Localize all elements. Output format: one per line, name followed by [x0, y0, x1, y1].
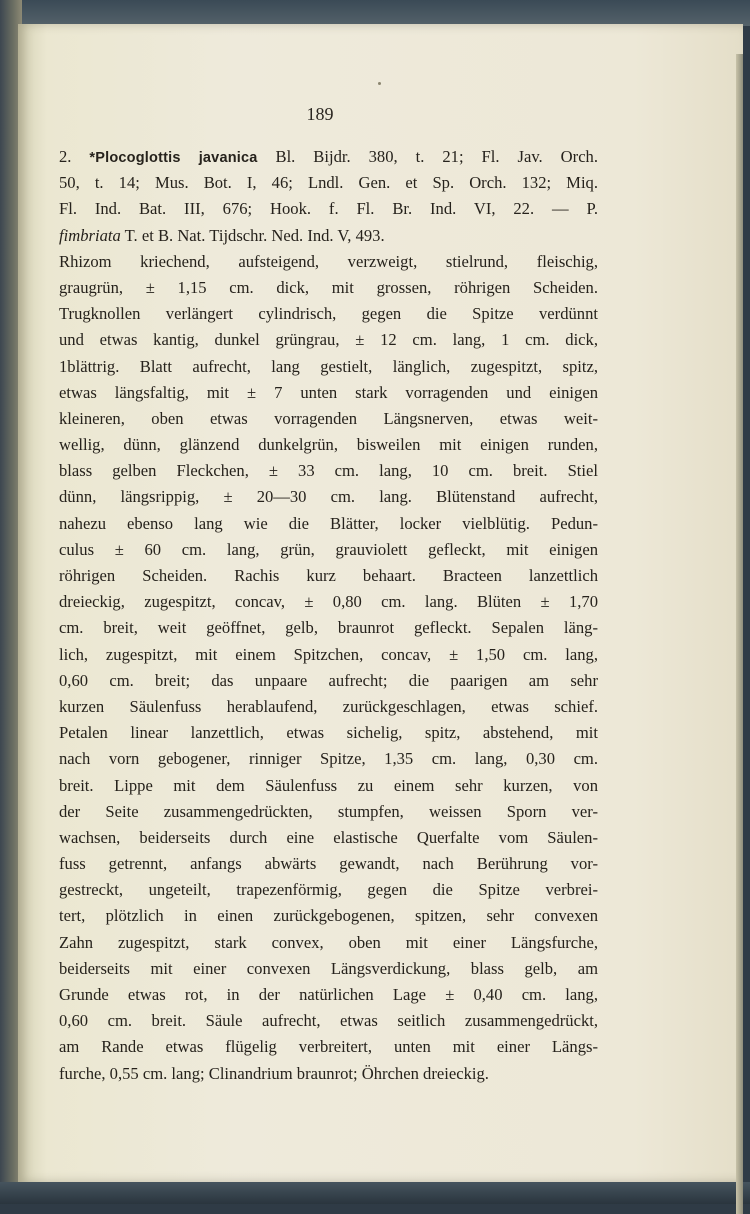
page-number: 189 [306, 104, 334, 124]
text-line: 1blättrig. Blatt aufrecht, lang gestielt, länglich, zugespitzt, spitz, [59, 356, 598, 376]
text-line: tert, plötzlich in einen zurückgebogenen, spitzen, sehr convexen [59, 906, 598, 926]
text-line: fuss getrennt, anfangs abwärts gewandt, nach Berührung vor- [59, 854, 598, 874]
text-line: 0,60 cm. breit. Säule aufrecht, etwas seitlich zusammengedrückt, [59, 1011, 598, 1031]
species-entry-text [59, 144, 598, 1087]
text-line: graugrün, ± 1,15 cm. dick, mit grossen, röhrigen Scheiden. [59, 277, 598, 297]
text-line: cm. breit, weit geöffnet, gelb, braunrot gefleckt. Sepalen läng- [59, 618, 598, 638]
text-line: kleineren, oben etwas vorragenden Längsnerven, etwas weit- [59, 408, 598, 428]
text-line: dünn, längsrippig, ± 20—30 cm. lang. Blütenstand aufrecht, [59, 487, 598, 507]
text-line: 2. *Plocoglottis javanica Bl. Bijdr. 380, t. 21; Fl. Jav. Orch. [59, 147, 599, 166]
text-line: breit. Lippe mit dem Säulenfuss zu einem sehr kurzen, von [59, 775, 598, 795]
text-line: beiderseits mit einer convexen Längsverdickung, blass gelb, am [59, 958, 598, 978]
text-line: Grunde etwas rot, in der natürlichen Lage ± 0,40 cm. lang, [59, 985, 598, 1004]
text-line: nach vorn gebogener, rinniger Spitze, 1,35 cm. lang, 0,30 cm. [59, 749, 598, 769]
text-line: fimbriata T. et B. Nat. Tijdschr. Ned. Ind. V, 493. [59, 225, 385, 245]
text-line: Petalen linear lanzettlich, etwas sichelig, spitz, abstehend, mit [59, 723, 598, 743]
text-line: blass gelben Fleckchen, ± 33 cm. lang, 10 cm. breit. Stiel [59, 461, 598, 481]
text-line: dreieckig, zugespitzt, concav, ± 0,80 cm. lang. Blüten ± 1,70 [59, 592, 598, 612]
text-line: Rhizom kriechend, aufsteigend, verzweigt, stielrund, fleischig, [59, 251, 598, 271]
page-edge [736, 54, 743, 1214]
ink-speck [378, 82, 381, 85]
text-line: Zahn zugespitzt, stark convex, oben mit einer Längsfurche, [59, 932, 598, 952]
synonym-name: fimbriata [59, 225, 121, 245]
text-line: Trugknollen verlängert cylindrisch, gegen die Spitze verdünnt [59, 304, 598, 324]
text-line: am Rande etwas flügelig verbreitert, unten mit einer Längs- [59, 1037, 598, 1057]
text-line: gestreckt, ungeteilt, trapezenförmig, gegen die Spitze verbrei- [59, 880, 598, 900]
text-line: culus ± 60 cm. lang, grün, grauviolett gefleckt, mit einigen [59, 539, 598, 559]
text-line: kurzen Säulenfuss herablaufend, zurückgeschlagen, etwas schief. [59, 696, 598, 716]
text-line: Fl. Ind. Bat. III, 676; Hook. f. Fl. Br. Ind. VI, 22. — P. [59, 199, 598, 219]
text-line: 0,60 cm. breit; das unpaare aufrecht; die paarigen am sehr [59, 670, 598, 690]
text-line: der Seite zusammengedrückten, stumpfen, weissen Sporn ver- [59, 801, 598, 821]
text-line: lich, zugespitzt, mit einem Spitzchen, concav, ± 1,50 cm. lang, [59, 644, 598, 664]
text-line: und etwas kantig, dunkel grüngrau, ± 12 cm. lang, 1 cm. dick, [59, 330, 598, 350]
text-line: wachsen, beiderseits durch eine elastische Querfalte vom Säulen- [59, 827, 598, 847]
scan-border-top [0, 0, 750, 26]
text-line: röhrigen Scheiden. Rachis kurz behaart. Bracteen lanzettlich [59, 566, 598, 585]
text-line: wellig, dünn, glänzend dunkelgrün, bisweilen mit einigen runden, [59, 435, 598, 455]
species-name: *Plocoglottis javanica [89, 150, 258, 166]
text-line: 50, t. 14; Mus. Bot. I, 46; Lndl. Gen. et Sp. Orch. 132; Miq. [59, 173, 598, 193]
text-line: furche, 0,55 cm. lang; Clinandrium braunrot; Öhrchen dreieckig. [59, 1063, 489, 1083]
text-line: nahezu ebenso lang wie die Blätter, locker vielblütig. Pedun- [59, 513, 598, 533]
scan-border-bottom [0, 1182, 750, 1204]
text-line: etwas längsfaltig, mit ± 7 unten stark vorragenden und einigen [59, 382, 598, 402]
